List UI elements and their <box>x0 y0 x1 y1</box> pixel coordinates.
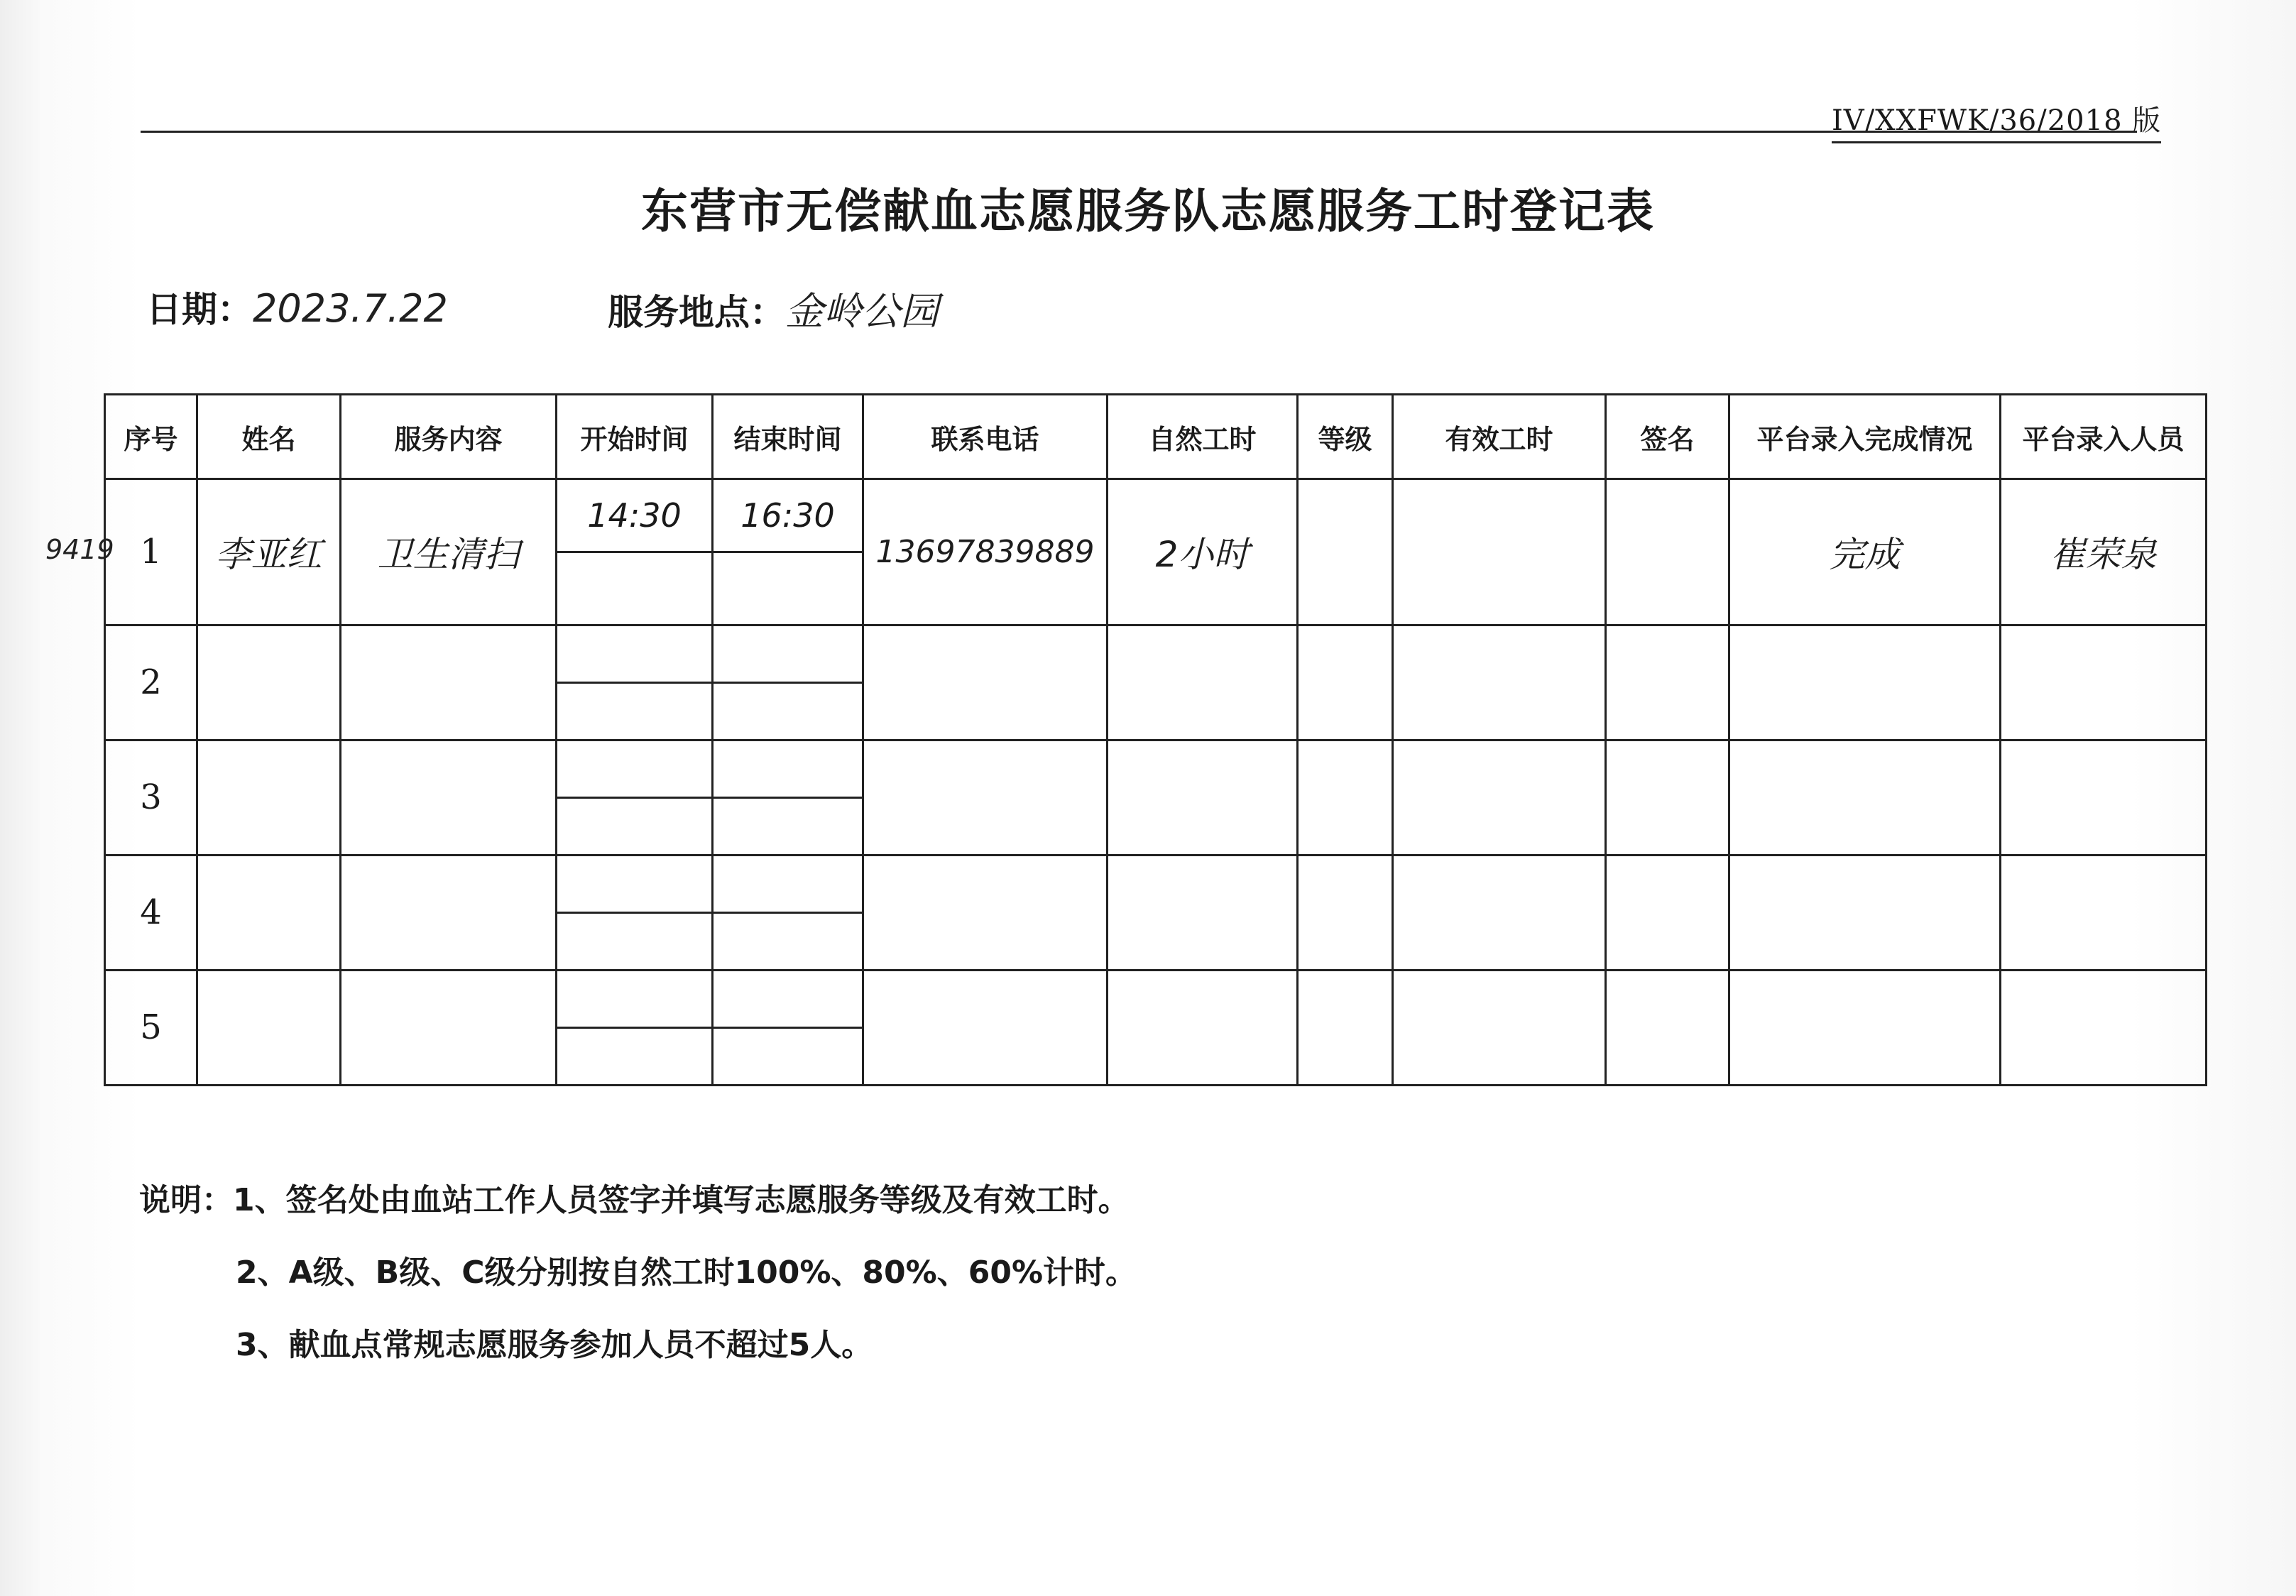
table-row <box>105 625 2207 740</box>
col-header-content: 服务内容 <box>341 395 557 479</box>
col-header-sign: 签名 <box>1606 395 1729 479</box>
cell-grade <box>1298 855 1393 970</box>
notes-section <box>139 1164 1137 1382</box>
cell-name <box>197 740 341 855</box>
document-code: IV/XXFWK/36/2018 版 <box>1832 98 2161 143</box>
cell-entry-staff <box>2001 855 2207 970</box>
date-value: 2023.7.22 <box>253 286 448 331</box>
cell-end <box>713 479 863 625</box>
cell-name <box>197 855 341 970</box>
cell-entry-staff <box>2001 740 2207 855</box>
cell-entry-staff: 崔荣泉 <box>2001 479 2207 625</box>
cell-seq: 5 <box>105 970 197 1085</box>
cell-hours <box>1108 855 1298 970</box>
start-time-sub <box>557 912 711 969</box>
end-time-sub <box>714 912 862 969</box>
cell-grade <box>1298 479 1393 625</box>
cell-content: 卫生清扫 <box>341 479 557 625</box>
cell-seq: 3 <box>105 740 197 855</box>
cell-hours <box>1108 625 1298 740</box>
start-time-value <box>557 971 711 1027</box>
cell-end <box>713 740 863 855</box>
cell-entry-staff <box>2001 970 2207 1085</box>
cell-start <box>557 479 713 625</box>
header-rule <box>141 131 2137 133</box>
cell-status <box>1729 855 2001 970</box>
cell-seq: 4 <box>105 855 197 970</box>
cell-name: 李亚红 <box>197 479 341 625</box>
note-item: 3、献血点常规志愿服务参加人员不超过5人。 <box>236 1327 873 1363</box>
cell-content <box>341 625 557 740</box>
cell-name <box>197 625 341 740</box>
cell-sign <box>1606 855 1729 970</box>
cell-sign <box>1606 970 1729 1085</box>
table-row <box>105 855 2207 970</box>
start-time-sub <box>557 551 711 624</box>
col-header-start: 开始时间 <box>557 395 713 479</box>
start-time-sub <box>557 1027 711 1084</box>
cell-status: 完成 <box>1729 479 2001 625</box>
col-header-status: 平台录入完成情况 <box>1729 395 2001 479</box>
start-time-value <box>557 741 711 797</box>
cell-effective <box>1393 855 1606 970</box>
cell-seq: 1 <box>105 479 197 625</box>
cell-entry-staff <box>2001 625 2207 740</box>
start-time-value: 14:30 <box>587 496 682 535</box>
end-time-value: 16:30 <box>740 496 835 535</box>
margin-note: 9419 <box>45 534 114 565</box>
end-time-sub <box>714 682 862 739</box>
cell-seq: 2 <box>105 625 197 740</box>
col-header-name: 姓名 <box>197 395 341 479</box>
end-time-sub <box>714 797 862 854</box>
col-header-seq: 序号 <box>105 395 197 479</box>
date-field <box>146 281 448 332</box>
cell-sign <box>1606 740 1729 855</box>
cell-sign <box>1606 479 1729 625</box>
cell-phone <box>863 855 1108 970</box>
start-time-value <box>557 856 711 912</box>
cell-effective <box>1393 625 1606 740</box>
end-time-value <box>714 626 862 682</box>
note-item: 说明：1、签名处由血站工作人员签字并填写志愿服务等级及有效工时。 <box>139 1182 1130 1218</box>
cell-phone <box>863 625 1108 740</box>
cell-name <box>197 970 341 1085</box>
hours-log-table <box>104 393 2207 1086</box>
cell-effective <box>1393 479 1606 625</box>
start-time-sub <box>557 797 711 854</box>
cell-content <box>341 855 557 970</box>
form-title: 东营市无偿献血志愿服务队志愿服务工时登记表 <box>641 184 1655 239</box>
cell-grade <box>1298 625 1393 740</box>
cell-phone <box>863 740 1108 855</box>
cell-hours: 2小时 <box>1108 479 1298 625</box>
place-value: 金岭公园 <box>785 289 939 334</box>
cell-hours <box>1108 970 1298 1085</box>
cell-start <box>557 970 713 1085</box>
cell-hours <box>1108 740 1298 855</box>
cell-content <box>341 740 557 855</box>
cell-grade <box>1298 970 1393 1085</box>
cell-effective <box>1393 740 1606 855</box>
col-header-hours: 自然工时 <box>1108 395 1298 479</box>
end-time-sub <box>714 1027 862 1084</box>
col-header-entry-staff: 平台录入人员 <box>2001 395 2207 479</box>
cell-status <box>1729 970 2001 1085</box>
end-time-sub <box>714 551 862 624</box>
start-time-value <box>557 626 711 682</box>
date-label: 日期： <box>146 289 253 330</box>
cell-sign <box>1606 625 1729 740</box>
cell-phone: 13697839889 <box>863 479 1108 625</box>
note-item: 2、A级、B级、C级分别按自然工时100%、80%、60%计时。 <box>236 1255 1137 1291</box>
table-row <box>105 479 2207 625</box>
place-field <box>608 281 939 336</box>
place-label: 服务地点： <box>608 292 785 333</box>
cell-start <box>557 625 713 740</box>
cell-grade <box>1298 740 1393 855</box>
col-header-phone: 联系电话 <box>863 395 1108 479</box>
cell-effective <box>1393 970 1606 1085</box>
end-time-value <box>714 971 862 1027</box>
table-row <box>105 970 2207 1085</box>
end-time-value <box>714 741 862 797</box>
cell-start <box>557 855 713 970</box>
col-header-effective: 有效工时 <box>1393 395 1606 479</box>
cell-status <box>1729 740 2001 855</box>
table-header-row <box>105 395 2207 479</box>
cell-end <box>713 970 863 1085</box>
cell-phone <box>863 970 1108 1085</box>
col-header-grade: 等级 <box>1298 395 1393 479</box>
cell-end <box>713 855 863 970</box>
cell-end <box>713 625 863 740</box>
cell-start <box>557 740 713 855</box>
end-time-value <box>714 856 862 912</box>
cell-status <box>1729 625 2001 740</box>
col-header-end: 结束时间 <box>713 395 863 479</box>
table-row <box>105 740 2207 855</box>
cell-content <box>341 970 557 1085</box>
start-time-sub <box>557 682 711 739</box>
